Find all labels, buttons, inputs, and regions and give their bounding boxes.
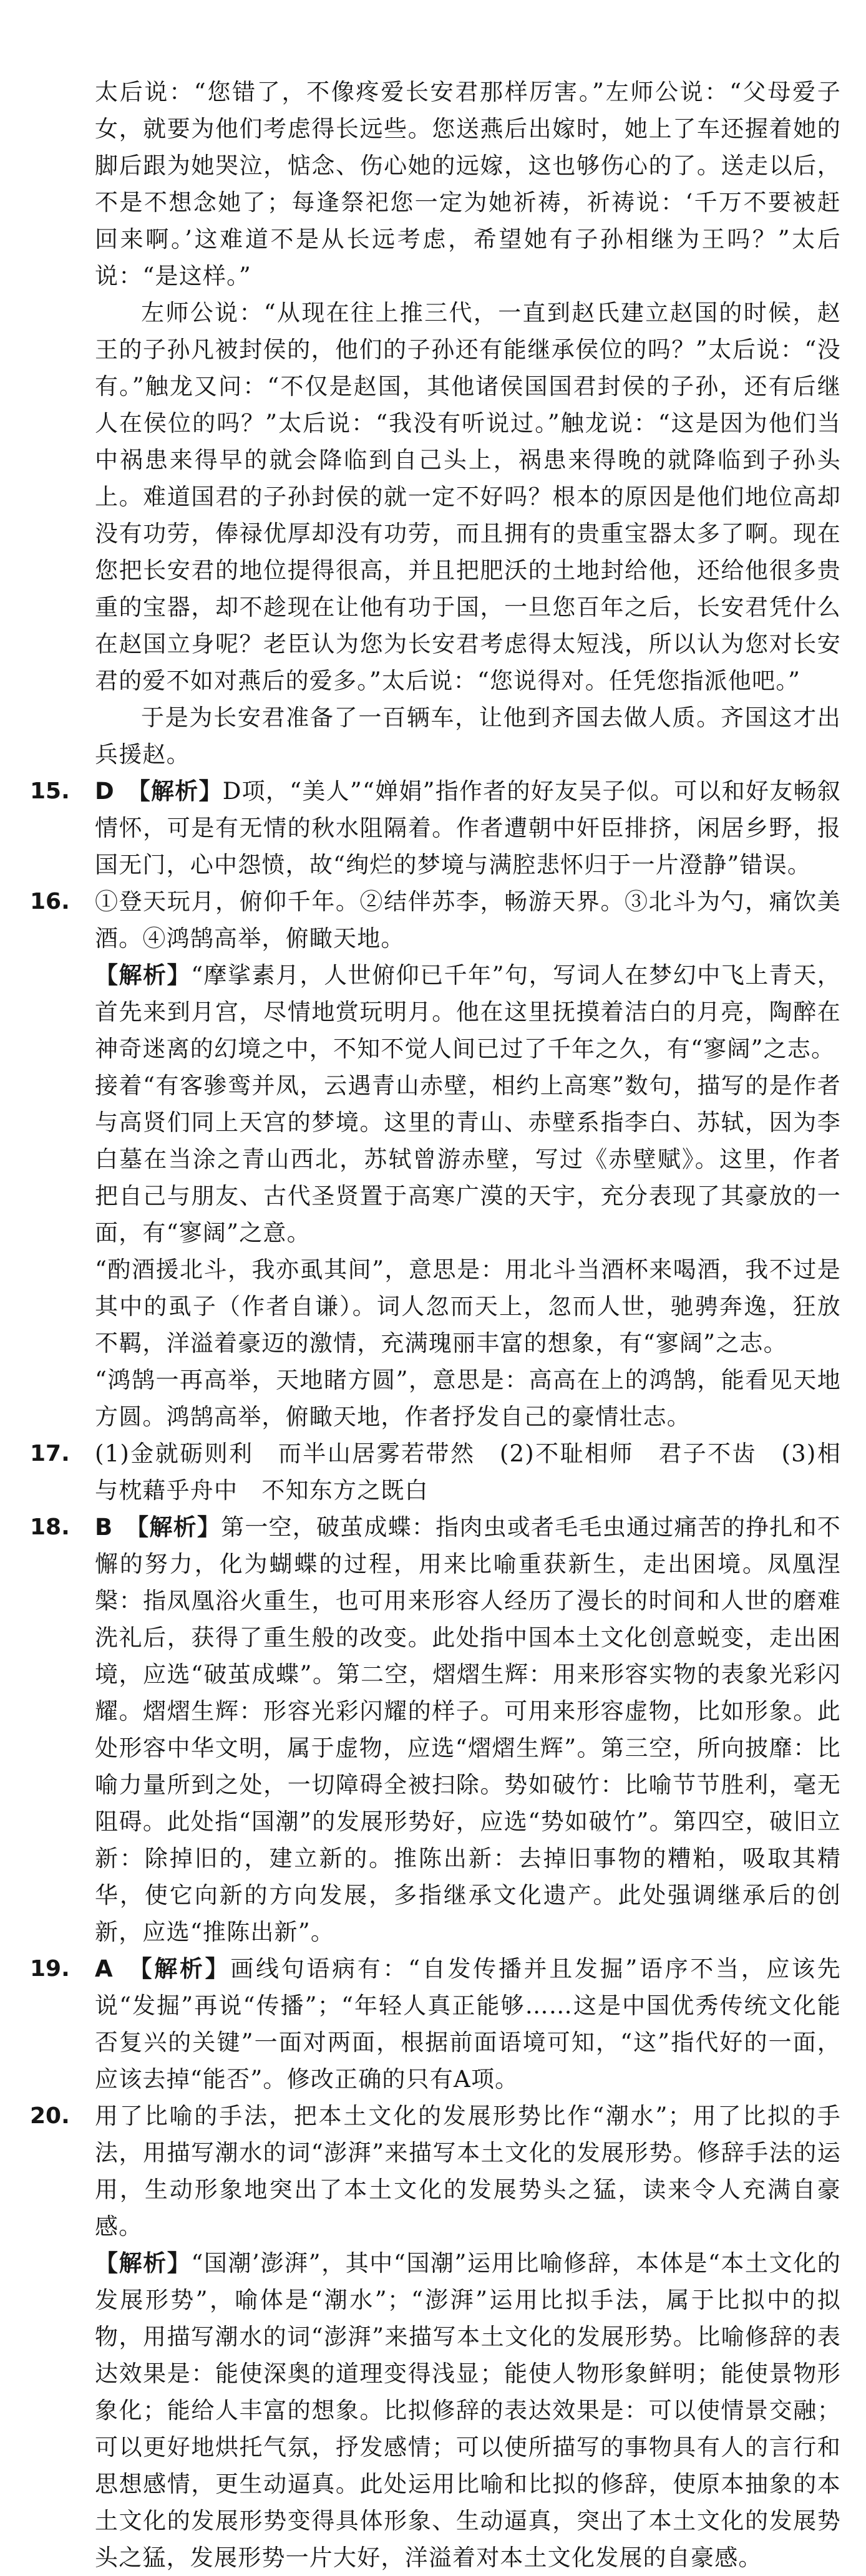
story-paragraph-3: 于是为长安君准备了一百辆车，让他到齐国去做人质。齐国这才出兵援赵。 (95, 704, 841, 768)
analysis-text: 第一空，破茧成蝶：指肉虫或者毛毛虫通过痛苦的挣扎和不懈的努力，化为蝴蝶的过程，用来比喻重获新生，走出困境。凤凰涅槃：指凤凰浴火重生，也可用来形容人经历了漫长的时间和人世的磨难洗礼后，获得了重生般的改变。此处指中国本土文化创意蜕变，走出困境，应选“破茧成蝶”。第二空，熠熠生辉：用来形容实物的表象光彩闪耀。熠熠生辉：形容光彩闪耀的样子。可用来形容虚物，比如形象。此处形容中华文明，属于虚物，应选“熠熠生辉”。第三空，所向披靡：比喻力量所到之处，一切障碍全被扫除。势如破竹：比喻节节胜利，毫无阻碍。此处指“国潮”的发展形势好，应选“势如破竹”。第四空，破旧立新：除掉旧的，建立新的。推陈出新：去掉旧事物的糟粕，吸取其精华，使它向新的方向发展，多指继承文化遗产。此处强调继承后的创新，应选“推陈出新”。 (95, 1514, 841, 1945)
analysis-text: D项，“美人”“婵娟”指作者的好友吴子似。可以和好友畅叙情怀，可是有无情的秋水阻隔着。作者遭朝中奸臣排挤，闲居乡野，报国无门，心中怨愤，故“绚烂的梦境与满腔悲怀归于一片澄静”错误。 (95, 778, 841, 878)
answer-choice: B (95, 1514, 114, 1541)
analysis-paragraph-1 (95, 957, 841, 1067)
answer-text: 用了比喻的手法，把本土文化的发展形势比作“潮水”；用了比拟的手法，用描写潮水的词“澎湃”来描写本土文化的发展形势。修辞手法的运用，生动形象地突出了本土文化的发展势头之猛，读来令人充满自豪感。 (95, 2103, 841, 2240)
item-body (95, 773, 841, 883)
analysis-paragraph-4: “鸿鹄一再高举，天地睹方圆”，意思是：高高在上的鸿鹄，能看见天地方圆。鸿鹄高举，俯瞰天地，作者抒发自己的豪情壮志。 (95, 1367, 841, 1430)
analysis-tag: 【解析】 (140, 1955, 231, 1982)
answer-item-20 (30, 2098, 841, 2576)
item-number: 15. (30, 778, 70, 804)
answer-item-17 (30, 1435, 841, 1509)
answer-item-16 (30, 883, 841, 1435)
answer-choice: A (95, 1955, 114, 1982)
item-number: 18. (30, 1514, 70, 1540)
item-number: 17. (30, 1441, 70, 1466)
answer-item-15 (30, 773, 841, 883)
analysis-text: 画线句语病有：“自发传播并且发掘”语序不当，应该先说“发掘”再说“传播”；“年轻人真正能够……这是中国优秀传统文化能否复兴的关键”一面对两面，根据前面语境可知，“这”指代好的一面，应该去掉“能否”。修改正确的只有A项。 (95, 1955, 841, 2093)
answer-choice: D (95, 778, 115, 805)
analysis-text: “摩挲素月，人世俯仰已千年”句，写词人在梦幻中飞上青天，首先来到月宫，尽情地赏玩明月。他在这里抚摸着洁白的月亮，陶醉在神奇迷离的幻境之中，不知不觉人间已过了千年之久，有“寥阔”之志。 (95, 962, 841, 1062)
answer-item-19 (30, 1950, 841, 2098)
analysis-paragraph (95, 2245, 841, 2576)
story-paragraph-1: 太后说：“您错了，不像疼爱长安君那样厉害。”左师公说：“父母爱子女，就要为他们考虑得长远些。您送燕后出嫁时，她上了车还握着她的脚后跟为她哭泣，惦念、伤心她的远嫁，这也够伤心的了。送走以后，不是不想念她了；每逢祭祀您一定为她祈祷，祈祷说：‘千万不要被赶回来啊。’这难道不是从长远考虑，希望她有子孙相继为王吗？”太后说：“是这样。” (95, 79, 841, 289)
analysis-tag: 【解析】 (95, 962, 192, 989)
analysis-tag: 【解析】 (95, 2250, 192, 2277)
analysis-text: “国潮’澎湃”，其中“国潮”运用比喻修辞，本体是“本土文化的发展形势”，喻体是“潮水”；“澎湃”运用比拟手法，属于比拟中的拟物，用描写潮水的词“澎湃”来描写本土文化的发展形势。比喻修辞的表达效果是：能使深奥的道理变得浅显；能使人物形象鲜明；能使景物形象化；能给人丰富的想象。比拟修辞的表达效果是：可以使情景交融；可以更好地烘托气氛，抒发感情；可以使所描写的事物具有人的言行和思想感情，更生动逼真。此处运用比喻和比拟的修辞，使原本抽象的本土文化的发展形势变得具体形象、生动逼真，突出了本土文化的发展势头之猛，发展形势一片大好，洋溢着对本土文化发展的自豪感。 (95, 2250, 841, 2571)
analysis-paragraph-2: 接着“有客骖鸾并凤，云遇青山赤壁，相约上高寒”数句，描写的是作者与高贤们同上天宫的梦境。这里的青山、赤壁系指李白、苏轼，因为李白墓在当涂之青山西北，苏轼曾游赤壁，写过《赤壁赋》。这里，作者把自己与朋友、古代圣贤置于高寒广漠的天宇，充分表现了其豪放的一面，有“寥阔”之意。 (95, 1072, 841, 1246)
item-number: 19. (30, 1956, 70, 1982)
answer-item-18 (30, 1509, 841, 1950)
analysis-paragraph-3: “酌酒援北斗，我亦虱其间”，意思是：用北斗当酒杯来喝酒，我不过是其中的虱子（作者自谦）。词人忽而天上，忽而人世，驰骋奔逸，狂放不羁，洋溢着豪迈的激情，充满瑰丽丰富的想象，有“寥阔”之志。 (95, 1256, 841, 1357)
answer-text: (1)金就砺则利 而半山居雾若带然 (2)不耻相师 君子不齿 (3)相与枕藉乎舟中 不知东方之既白 (95, 1440, 841, 1504)
analysis-tag: 【解析】 (139, 778, 223, 805)
item-number: 20. (30, 2103, 70, 2129)
item-number: 16. (30, 889, 70, 914)
answer-text: ①登天玩月，俯仰千年。②结伴苏李，畅游天界。③北斗为勺，痛饮美酒。④鸿鹄高举，俯瞰天地。 (95, 888, 841, 952)
item-body (95, 1950, 841, 2098)
analysis-tag: 【解析】 (137, 1514, 221, 1541)
item-body (95, 1509, 841, 1950)
story-paragraph-2: 左师公说：“从现在往上推三代，一直到赵氏建立赵国的时候，赵王的子孙凡被封侯的，他们的子孙还有能继承侯位的吗？”太后说：“没有。”触龙又问：“不仅是赵国，其他诸侯国国君封侯的子孙，还有后继人在侯位的吗？”太后说：“我没有听说过。”触龙说：“这是因为他们当中祸患来得早的就会降临到自己头上，祸患来得晚的就降临到子孙头上。难道国君的子孙封侯的就一定不好吗？根本的原因是他们地位高却没有功劳，俸禄优厚却没有功劳，而且拥有的贵重宝器太多了啊。现在您把长安君的地位提得很高，并且把肥沃的土地封给他，还给他很多贵重的宝器，却不趁现在让他有功于国，一旦您百年之后，长安君凭什么在赵国立身呢？老臣认为您为长安君考虑得太短浅，所以认为您对长安君的爱不如对燕后的爱多。”太后说：“您说得对。任凭您指派他吧。” (95, 299, 841, 694)
